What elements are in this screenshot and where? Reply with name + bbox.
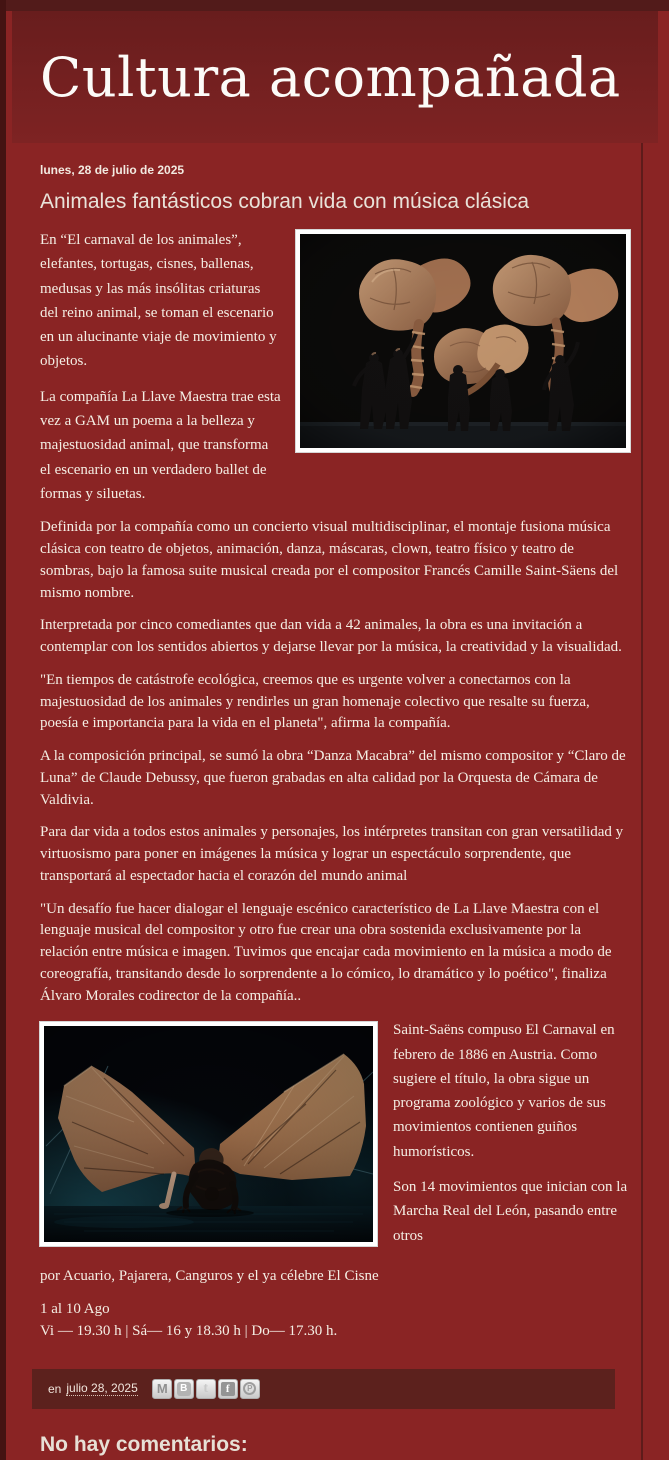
blogthis-share-button[interactable] [174,1379,194,1399]
pinterest-icon: P [243,1382,256,1395]
paragraph: Para dar vida a todos estos animales y personajes, los intérpretes transitan con gran versatilidad y virtuosismo para poner en imágenes la música y lograr un espectáculo sorprendente, que transportará al espectador hacia el corazón del mundo animal [40,824,624,884]
post-title[interactable]: Animales fantásticos cobran vida con música clásica [40,190,530,213]
paragraph: Saint-Saëns compuso El Carnaval en febrero de 1886 en Austria. Como sugiere el título, la obra sigue un programa zoológico y varios de sus movimientos contienen guiños humorísticos. [393,1022,615,1160]
share-buttons [152,1379,262,1399]
butterfly-illustration [44,1026,373,1242]
blogthis-icon: B [177,1382,191,1396]
twitter-share-button[interactable] [196,1379,216,1399]
paragraph: por Acuario, Pajarera, Canguros y el ya célebre El Cisne [40,1268,379,1285]
blog-post [6,143,641,1457]
paragraph: "Un desafío fue hacer dialogar el lenguaje escénico característico de La Llave Maestra con el lenguaje musical del compositor y otro fue crear una obra sostenida exclusivamente por la relación entre música e imagen. Tuvimos que encajar cada movimiento en la música a modo de coreografía, transitando desde lo sorprendente a lo cómico, lo dramático y lo poético", finaliza Álvaro Morales codirector de la compañía.. [40,900,612,1004]
schedule-times: Vi — 19.30 h | Sá— 16 y 18.30 h | Do— 17.30 h. [40,1322,338,1339]
blog-header [12,11,658,143]
pinterest-share-button[interactable] [240,1379,260,1399]
post-date-header: lunes, 28 de julio de 2025 [40,163,185,177]
schedule [40,1299,630,1343]
main-column [6,143,643,1460]
paragraph: Definida por la compañía como un concierto visual multidisciplinar, el montaje fusiona música clásica con teatro de objetos, animación, danza, máscaras, clown, teatro físico y teatro de sombras, bajo la famosa suite musical creada por el compositor Francés Camille Saint-Säens del mismo nombre. [40,519,619,601]
elephants-illustration [300,234,626,448]
stage-photo-elephants[interactable] [296,230,630,452]
paragraph: Son 14 movimientos que inician con la Marcha Real del León, pasando entre otros [393,1179,628,1244]
email-icon: M [156,1381,167,1397]
stage-photo-butterfly[interactable] [40,1022,377,1246]
facebook-share-button[interactable] [218,1379,238,1399]
facebook-icon: f [221,1382,235,1396]
paragraph: "En tiempos de catástrofe ecológica, creemos que es urgente volver a conectarnos con la majestuosidad de los animales y rendirles un gran homenaje colectivo que resalte su fuerza, poesía e importancia para la vida en el planeta", afirma la compañía. [40,671,590,732]
post-timestamp-link[interactable]: julio 28, 2025 [66,1381,138,1396]
no-comments-heading[interactable]: No hay comentarios: [40,1432,248,1456]
twitter-icon: t [203,1380,209,1396]
paragraph: A la composición principal, se sumó la obra “Danza Macabra” del mismo compositor y “Claro de Luna” de Claude Debussy, que fueron grabadas en alta calidad por la Orquesta de Cámara de Valdivia. [40,748,626,808]
blog-title[interactable]: Cultura acompañada [40,45,621,109]
paragraph: La compañía La Llave Maestra trae esta vez a GAM un poema a la belleza y majestuosidad animal, que transforma el escenario en un verdadero ballet de formas y siluetas. [40,388,281,502]
paragraph: En “El carnaval de los animales”, elefantes, tortugas, cisnes, ballenas, medusas y las más insólitas criaturas del reino animal, se toman el escenario en un alucinante viaje de movimiento y objetos. [40,232,277,370]
paragraph: Interpretada por cinco comediantes que dan vida a 42 animales, la obra es una invitación a contemplar con los sentidos abiertos y dejarse llevar por la música, la creatividad y la visualidad. [40,617,622,656]
schedule-dates: 1 al 10 Ago [40,1301,110,1318]
post-body [40,228,630,1343]
top-edge-band [0,0,669,11]
posted-prefix: en [48,1381,62,1396]
email-share-button[interactable] [152,1379,172,1399]
post-footer-bar [32,1369,615,1409]
